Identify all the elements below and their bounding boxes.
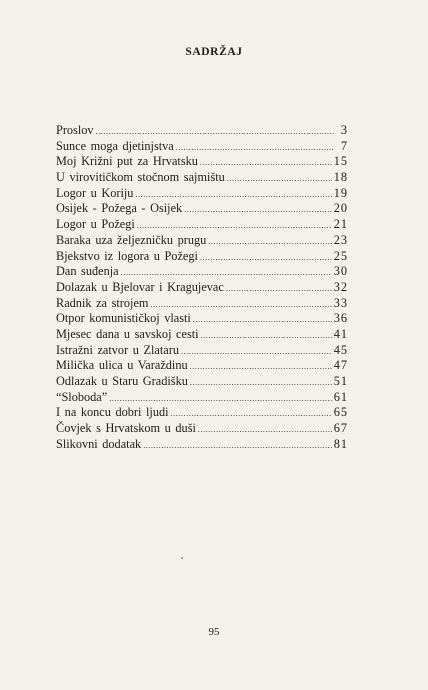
toc-entry: [56, 123, 348, 139]
toc-entry-page: 19: [333, 185, 348, 200]
toc-dot-leader: [121, 265, 332, 281]
toc-entry-title: U virovitičkom stočnom sajmištu: [56, 170, 225, 185]
toc-dot-leader: [193, 312, 332, 328]
toc-dot-leader: [176, 140, 334, 156]
toc-dot-leader: [198, 422, 332, 438]
toc-entry-page: 7: [340, 138, 348, 153]
toc-dot-leader: [150, 297, 331, 313]
toc-entry-page: 67: [333, 421, 348, 436]
toc-dot-leader: [171, 406, 332, 422]
toc-entry: [56, 311, 348, 327]
toc-entry: [56, 390, 348, 406]
toc-dot-leader: [137, 218, 332, 234]
toc-dot-leader: [109, 391, 331, 407]
toc-dot-leader: [96, 124, 334, 140]
toc-dot-leader: [190, 375, 332, 391]
toc-entry-page: 65: [333, 405, 348, 420]
toc-entry-title: Mjesec dana u savskoj cesti: [56, 326, 199, 341]
toc-entry: [56, 343, 348, 359]
toc-entry-title: Otpor komunističkoj vlasti: [56, 311, 191, 326]
toc-entry-page: 20: [333, 201, 348, 216]
toc-entry: [56, 280, 348, 296]
toc-entry-title: Dolazak u Bjelovar i Kragujevac: [56, 279, 224, 294]
toc-entry: [56, 437, 348, 453]
toc-entry: [56, 249, 348, 265]
toc-entry-page: 61: [333, 389, 348, 404]
toc-entry: [56, 374, 348, 390]
toc-entry: [56, 170, 348, 186]
toc-entry: [56, 358, 348, 374]
toc-entry-page: 41: [333, 326, 348, 341]
toc-entry-page: 18: [333, 170, 348, 185]
toc-entry-title: Istražni zatvor u Zlataru: [56, 342, 179, 357]
toc-entry-title: Sunce moga djetinjstva: [56, 138, 174, 153]
toc-entry-title: Dan suđenja: [56, 264, 119, 279]
toc-entry-page: 30: [333, 264, 348, 279]
toc-entry-title: Milička ulica u Varaždinu: [56, 358, 188, 373]
toc-entry-page: 36: [333, 311, 348, 326]
toc-entry-title: Baraka uza željezničku prugu: [56, 232, 207, 247]
page-number: 95: [208, 626, 220, 638]
toc-entry: [56, 186, 348, 202]
toc-entry-page: 81: [333, 436, 348, 451]
toc-entry: [56, 327, 348, 343]
toc-dot-leader: [226, 281, 332, 297]
toc-entry-title: Moj Križni put za Hrvatsku: [56, 154, 198, 169]
toc-dot-leader: [190, 359, 332, 375]
toc-entry-title: Slikovni dodatak: [56, 436, 142, 451]
toc-entry-title: Odlazak u Staru Gradišku: [56, 374, 188, 388]
toc-dot-leader: [201, 328, 332, 344]
toc-entry-page: 47: [333, 358, 348, 373]
toc-entry: [56, 217, 348, 233]
toc-dot-leader: [200, 250, 332, 266]
toc-entry: [56, 264, 348, 280]
toc-entry-page: 51: [333, 374, 348, 388]
toc-entry-page: 25: [333, 248, 348, 263]
toc-dot-leader: [143, 438, 332, 454]
toc-entry-title: Osijek - Požega - Osijek: [56, 201, 183, 216]
toc-entry: [56, 233, 348, 249]
toc-entry-page: 3: [340, 123, 348, 137]
toc-entry: [56, 421, 348, 437]
toc-entry: [56, 154, 348, 170]
toc-entry-page: 32: [333, 279, 348, 294]
toc-entry-page: 23: [333, 232, 348, 247]
toc-dot-leader: [208, 234, 331, 250]
toc-entry: [56, 296, 348, 312]
toc-entry: [56, 201, 348, 217]
toc-dot-leader: [181, 344, 332, 360]
toc-entry-title: Radnik za strojem: [56, 295, 149, 310]
toc-dot-leader: [135, 187, 331, 203]
toc-dot-leader: [227, 171, 332, 187]
page-title: SADRŽAJ: [185, 46, 243, 58]
toc-entry-title: Logor u Koriju: [56, 185, 134, 200]
toc-entry-title: Proslov: [56, 123, 94, 137]
toc-entry-title: I na koncu dobri ljudi: [56, 405, 169, 420]
toc-dot-leader: [200, 155, 332, 171]
toc-entry: [56, 139, 348, 155]
paper-speck: [181, 557, 183, 559]
table-of-contents: [56, 123, 348, 452]
toc-entry-title: Bjekstvo iz logora u Požegi: [56, 248, 198, 263]
toc-entry: [56, 405, 348, 421]
toc-entry-title: Logor u Požegi: [56, 217, 135, 232]
toc-entry-page: 15: [333, 154, 348, 169]
toc-dot-leader: [184, 202, 331, 218]
toc-entry-page: 33: [333, 295, 348, 310]
toc-entry-page: 45: [333, 342, 348, 357]
toc-entry-title: Čovjek s Hrvatskom u duši: [56, 421, 196, 436]
toc-entry-title: “Sloboda”: [56, 389, 108, 404]
toc-entry-page: 21: [333, 217, 348, 232]
